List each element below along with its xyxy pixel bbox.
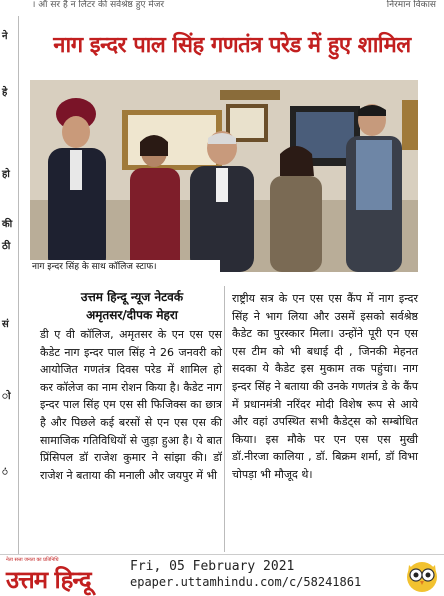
- article-text: राष्ट्रीय सत्र के एन एस एस कैंप में नाग इन्दर सिंह ने भाग लिया और उसमें इसको सर्वश्रेष्ठ कैडेट का पुरस्कार मिला। उन्होंने पूरी एन एस एस टीम को भी बधाई दी , जिनकी मेहनत सदका ये कैडेट इस मुकाम तक पहुंचा। नाग इन्दर सिंह ने बताया की उनके गणतंत्र डे के कैंप में प्रधानमंत्री नरिंदर मोदी विशेष रूप से आये और वहां उपस्थित सभी कैडेट्स को सम्बोधित किया। इस मौके पर एन एस एस मुखी डॉ.नीरजा कालिया , डॉ. बिक्रम शर्मा, डॉ विभा चोपड़ा भी मौजूद थे।: [232, 292, 418, 481]
- byline-agency: उत्तम हिन्दू न्यूज नेटवर्क: [80, 290, 184, 304]
- group-photo-illustration: [30, 80, 418, 272]
- article-text: डी ए वी कॉलिज, अमृतसर के एन एस एस कैडेट नाग इन्दर पाल सिंह ने 26 जनवरी को आयोजित गणतंत्र दिवस परेड में शामिल हो कर कॉलेज का नाम रोशन किया है। कैडेट नाग इन्दर पाल सिंह एम एस सी फिजिक्स का छात्र है और पिछले कई बरसों से एन एस एस की सामाजिक गतिविधियों से जुड़ा हुआ है। ये बात प्रिंसिपल डॉ राजेश कुमार ने सांझा की। डॉ राजेश ने बताया की मनाली और जयपुर में भी: [40, 328, 222, 482]
- photo-caption: नाग इन्दर सिंह के साथ कॉलिज स्टाफ।: [30, 260, 220, 275]
- newspaper-logo[interactable]: [6, 557, 122, 594]
- publication-date: Fri, 05 February 2021: [130, 559, 295, 574]
- article-column-b: [232, 290, 418, 484]
- fragment-text: सं: [2, 319, 9, 330]
- fragment-text: ो: [2, 391, 11, 402]
- epaper-footer: [0, 554, 444, 595]
- fragment-text: की: [2, 219, 13, 230]
- fragment-text: ं: [2, 467, 8, 478]
- logo-text: उत्तम हिन्दू: [6, 565, 91, 594]
- fragment-text: हे: [2, 87, 8, 98]
- fragment-text: हो: [2, 169, 10, 180]
- top-strip: [0, 0, 444, 16]
- adjacent-column-fragment: [0, 16, 19, 554]
- top-strip-right-text: निरमान विकास: [386, 0, 436, 10]
- headline: नाग इन्दर पाल सिंह गणतंत्र परेड में हुए शामिल: [53, 33, 411, 58]
- fragment-text: ने: [2, 31, 8, 42]
- epaper-link[interactable]: epaper.uttamhindu.com/c/58241861: [130, 575, 362, 589]
- logo-tagline: नेता सत्ता जनता का प्रतिनिधि: [6, 557, 59, 563]
- owl-icon: [404, 557, 440, 593]
- news-photo: [30, 80, 418, 272]
- top-strip-left-text: । ऑ सर है न लिटर की सर्वश्रेष्ठ हुए मेजर: [32, 0, 165, 10]
- article-column-a: [40, 326, 222, 484]
- byline-author: अमृतसर/दीपक मेहरा: [86, 308, 178, 322]
- column-divider: [224, 286, 225, 552]
- fragment-text: ठी: [2, 241, 11, 252]
